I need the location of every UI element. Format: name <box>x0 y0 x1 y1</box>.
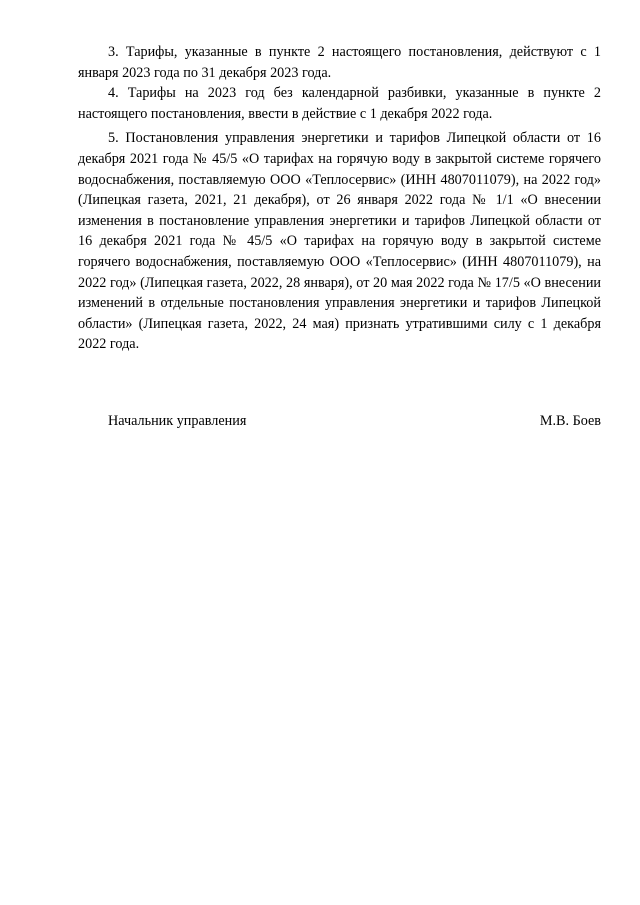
paragraph-5: 5. Постановления управления энергетики и тарифов Липецкой области от 16 декабря 2021 года № 45/5 «О тарифах на горячую воду в закрытой системе горячего водоснабжения, поставляемую ООО «Теплосервис» (ИНН 4807011079), на 2022 год» (Липецкая газета, 2021, 21 декабря), от 26 января 2022 года № 1/1 «О внесении изменения в постановление управления энергетики и тарифов Липецкой области от 16 декабря 2021 года № 45/5 «О тарифах на горячую воду в закрытой системе горячего водоснабжения, поставляемую ООО «Теплосервис» (ИНН 4807011079), на 2022 год» (Липецкая газета, 2022, 28 января), от 20 мая 2022 года № 17/5 «О внесении изменений в отдельные постановления управления энергетики и тарифов Липецкой области» (Липецкая газета, 2022, 24 мая) признать утратившими силу с 1 декабря 2022 года. <box>78 130 601 353</box>
paragraph-4: 4. Тарифы на 2023 год без календарной разбивки, указанные в пункте 2 настоящего постановления, ввести в действие с 1 декабря 2022 года. <box>78 85 601 122</box>
signatory-name: М.В. Боев <box>539 413 601 429</box>
paragraph-3: 3. Тарифы, указанные в пункте 2 настоящего постановления, действуют с 1 января 2023 года по 31 декабря 2023 года. <box>78 44 601 81</box>
document-body <box>78 42 601 355</box>
signatory-position: Начальник управления <box>108 413 247 429</box>
signature-block <box>108 411 601 431</box>
